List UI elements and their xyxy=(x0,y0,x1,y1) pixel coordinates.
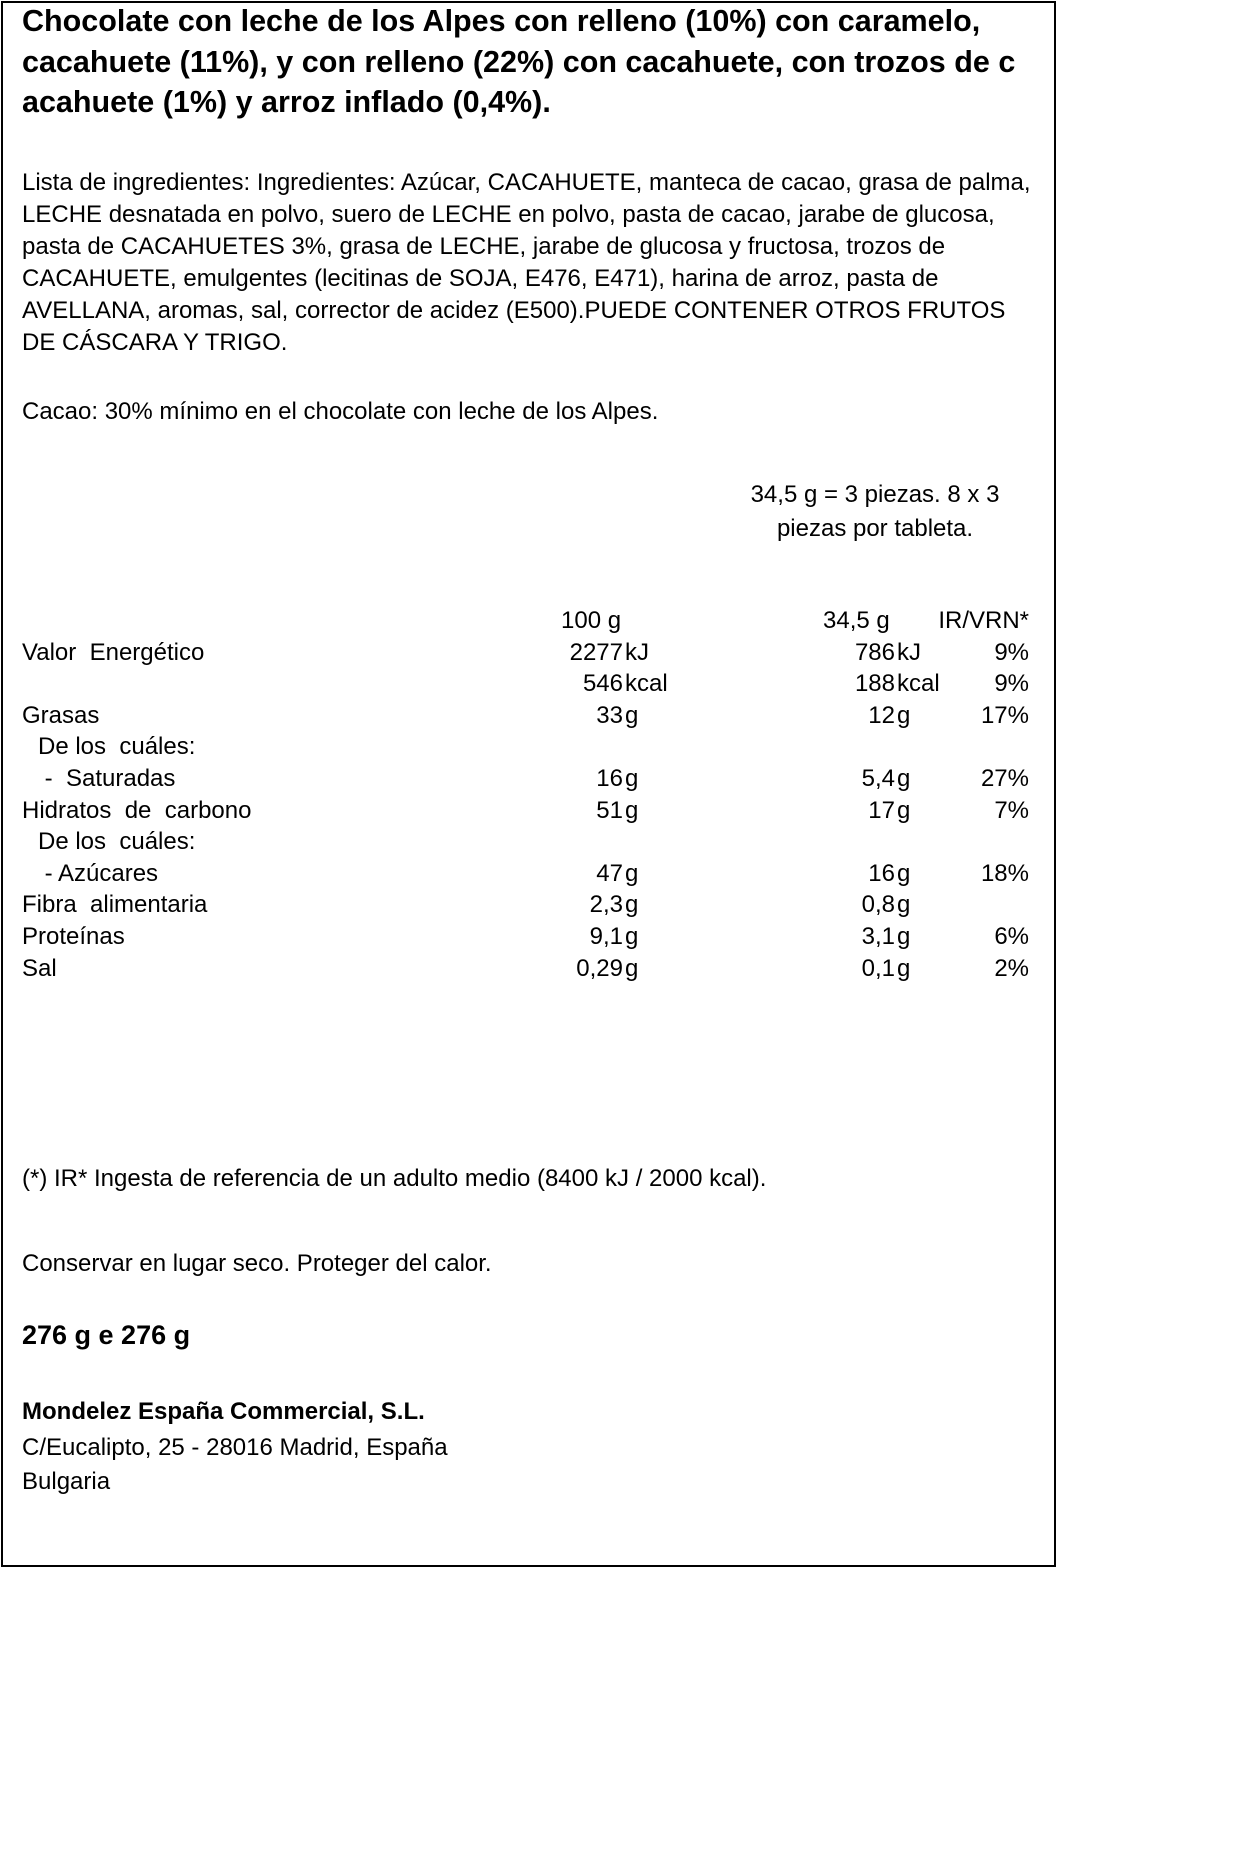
unit-per-100g: g xyxy=(625,922,639,950)
nutrition-row xyxy=(0,763,1057,795)
nutrition-row xyxy=(0,826,1057,858)
value-per-100g: 47 xyxy=(596,859,623,887)
unit-per-serving: kcal xyxy=(897,670,940,698)
value-per-serving: 188 xyxy=(854,670,895,698)
nutrition-table xyxy=(0,605,1057,984)
nutrition-row xyxy=(0,668,1057,700)
value-per-100g: 2277 xyxy=(569,638,623,666)
header-per-100g: 100 g xyxy=(561,607,622,634)
nutrition-row xyxy=(0,731,1057,763)
nutrient-label: Proteínas xyxy=(22,922,125,950)
unit-per-serving: g xyxy=(897,891,911,919)
value-vrn: 2% xyxy=(994,954,1029,982)
unit-per-serving: g xyxy=(897,859,911,887)
unit-per-100g: kJ xyxy=(625,638,649,666)
value-per-serving: 17 xyxy=(868,796,895,824)
nutrition-row xyxy=(0,700,1057,732)
nutrient-label: Fibra alimentaria xyxy=(22,891,208,919)
reference-intake-footnote: (*) IR* Ingesta de referencia de un adulto medio (8400 kJ / 2000 kcal). xyxy=(22,1165,767,1192)
value-vrn: 6% xyxy=(994,922,1029,950)
nutrient-label: Valor Energético xyxy=(22,638,205,666)
nutrition-row xyxy=(0,858,1057,890)
product-title: Chocolate con leche de los Alpes con relleno (10%) con caramelo, cacahuete (11%), y con relleno (22%) con cacahuete, con trozos de c acahuete (1%) y arroz inflado (0,4%). xyxy=(22,4,1016,119)
nutrition-row xyxy=(0,889,1057,921)
unit-per-100g: g xyxy=(625,796,639,824)
unit-per-100g: g xyxy=(625,954,639,982)
value-per-100g: 546 xyxy=(582,670,623,698)
nutrient-label: Hidratos de carbono xyxy=(22,796,252,824)
unit-per-serving: g xyxy=(897,796,911,824)
unit-per-100g: g xyxy=(625,891,639,919)
ingredients-list: Lista de ingredientes: Ingredientes: Azúcar, CACAHUETE, manteca de cacao, grasa de palma, LECHE desnatada en polvo, suero de LECHE en polvo, pasta de cacao, jarabe de glucosa, pasta de CACAHUETES 3%, grasa de LECHE, jarabe de glucosa y fructosa, trozos de CACAHUETE, emulgentes (lecitinas de SOJA, E476, E471), harina de arroz, pasta de AVELLANA, aromas, sal, corrector de acidez (E500).PUEDE CONTENER OTROS FRUTOS DE CÁSCARA Y TRIGO. xyxy=(22,169,1031,356)
unit-per-serving: g xyxy=(897,954,911,982)
value-per-100g: 2,3 xyxy=(589,891,623,919)
value-per-100g: 33 xyxy=(596,701,623,729)
header-vrn: IR/VRN* xyxy=(938,607,1029,634)
net-weight: 276 g e 276 g xyxy=(22,1320,191,1350)
nutrition-row xyxy=(0,795,1057,827)
nutrient-label: Grasas xyxy=(22,701,100,729)
unit-per-serving: g xyxy=(897,701,911,729)
unit-per-100g: g xyxy=(625,859,639,887)
value-per-100g: 9,1 xyxy=(589,922,623,950)
nutrition-row xyxy=(0,921,1057,953)
value-per-100g: 16 xyxy=(596,764,623,792)
value-per-serving: 5,4 xyxy=(861,764,895,792)
nutrition-row xyxy=(0,637,1057,669)
header-per-serving: 34,5 g xyxy=(823,607,890,634)
value-per-serving: 12 xyxy=(868,701,895,729)
country-of-origin: Bulgaria xyxy=(22,1468,111,1495)
value-vrn: 27% xyxy=(980,764,1029,792)
nutrient-label: Sal xyxy=(22,954,57,982)
nutrient-label: De los cuáles: xyxy=(38,733,196,761)
unit-per-100g: kcal xyxy=(625,670,668,698)
value-per-serving: 0,8 xyxy=(861,891,895,919)
value-per-serving: 0,1 xyxy=(861,954,895,982)
unit-per-100g: g xyxy=(625,764,639,792)
storage-instructions: Conservar en lugar seco. Proteger del calor. xyxy=(22,1250,492,1277)
unit-per-serving: g xyxy=(897,764,911,792)
company-address: C/Eucalipto, 25 - 28016 Madrid, España xyxy=(22,1434,448,1461)
unit-per-100g: g xyxy=(625,701,639,729)
nutrition-header-row xyxy=(0,605,1057,637)
nutrition-rows xyxy=(0,637,1057,985)
nutrient-label: De los cuáles: xyxy=(38,828,196,856)
nutrition-row xyxy=(0,953,1057,985)
value-per-serving: 786 xyxy=(854,638,895,666)
value-per-100g: 51 xyxy=(596,796,623,824)
cacao-content: Cacao: 30% mínimo en el chocolate con leche de los Alpes. xyxy=(22,398,659,425)
unit-per-serving: g xyxy=(897,922,911,950)
value-vrn: 18% xyxy=(980,859,1029,887)
value-vrn: 9% xyxy=(994,670,1029,698)
value-vrn: 17% xyxy=(980,701,1029,729)
nutrient-label: - Saturadas xyxy=(38,764,176,792)
value-vrn: 7% xyxy=(994,796,1029,824)
value-vrn: 9% xyxy=(994,638,1029,666)
value-per-serving: 16 xyxy=(868,859,895,887)
serving-info: 34,5 g = 3 piezas. 8 x 3 piezas por tableta. xyxy=(750,481,1000,542)
value-per-serving: 3,1 xyxy=(861,922,895,950)
nutrient-label: - Azúcares xyxy=(38,859,159,887)
company-name: Mondelez España Commercial, S.L. xyxy=(22,1398,425,1425)
unit-per-serving: kJ xyxy=(897,638,921,666)
value-per-100g: 0,29 xyxy=(576,954,623,982)
